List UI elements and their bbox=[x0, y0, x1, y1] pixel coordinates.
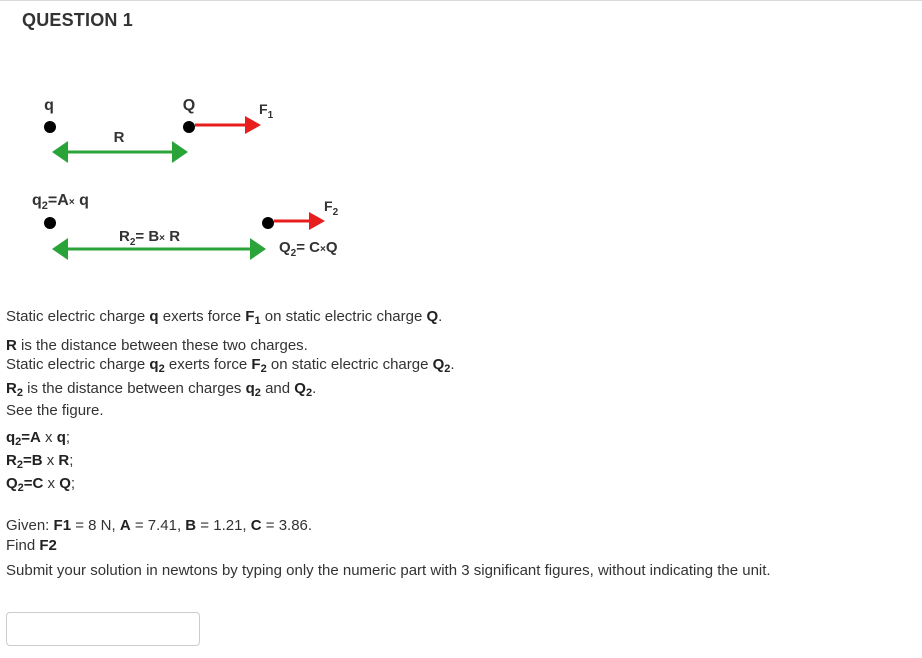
equation-R2: $R_2=B$ x R; bbox=[6, 452, 74, 471]
distance-R2-arrowhead-left bbox=[52, 238, 68, 260]
charge-Q bbox=[183, 121, 195, 133]
force-F1-arrowhead bbox=[245, 116, 261, 134]
physics-figure bbox=[0, 80, 400, 280]
given-values: Given: F1 = 8 N, A = 7.41, B = 1.21, C = 3.86. bbox=[6, 517, 313, 534]
answer-input[interactable] bbox=[6, 612, 200, 646]
label-Q: Q bbox=[182, 97, 196, 114]
statement-line-1: Static electric charge q exerts force $F_1$ on static electric charge Q. bbox=[6, 308, 443, 327]
charge-q bbox=[44, 121, 56, 133]
label-Q2-equation: $Q_2= C\times Q$ bbox=[279, 239, 338, 259]
distance-R-arrowhead-left bbox=[52, 141, 68, 163]
top-divider bbox=[0, 0, 922, 1]
equation-q2: $q_2=A$ x q; bbox=[6, 429, 71, 448]
label-F2: $F_2$ bbox=[324, 198, 339, 218]
label-R: R bbox=[113, 129, 125, 146]
statement-line-5: See the figure. bbox=[6, 402, 104, 419]
distance-R-arrowhead-right bbox=[172, 141, 188, 163]
charge-q2 bbox=[44, 217, 56, 229]
statement-line-3: Static electric charge $q_2$ exerts force $F_2$ on static electric charge $Q_2$. bbox=[6, 356, 455, 375]
force-F2-arrowhead bbox=[309, 212, 325, 230]
statement-line-4: $R_2$ is the distance between charges $q_2$ and $Q_2$. bbox=[6, 380, 317, 399]
label-F1: $F_1$ bbox=[259, 101, 274, 121]
charge-Q2 bbox=[262, 217, 274, 229]
submit-instructions: Submit your solution in newtons by typing only the numeric part with 3 significant figures, without indicating the unit. bbox=[6, 562, 771, 579]
statement-line-2: R is the distance between these two charges. bbox=[6, 337, 308, 354]
find-statement: Find F2 bbox=[6, 537, 57, 554]
label-q: q bbox=[44, 97, 54, 114]
question-title: QUESTION 1 bbox=[22, 10, 134, 30]
label-R2-equation: $R_2= B\times R$ bbox=[119, 228, 181, 248]
distance-R2-arrowhead-right bbox=[250, 238, 266, 260]
label-q2-equation: $q_2=A\times q$ bbox=[32, 192, 89, 212]
equation-Q2: $Q_2=C$ x Q; bbox=[6, 475, 76, 494]
